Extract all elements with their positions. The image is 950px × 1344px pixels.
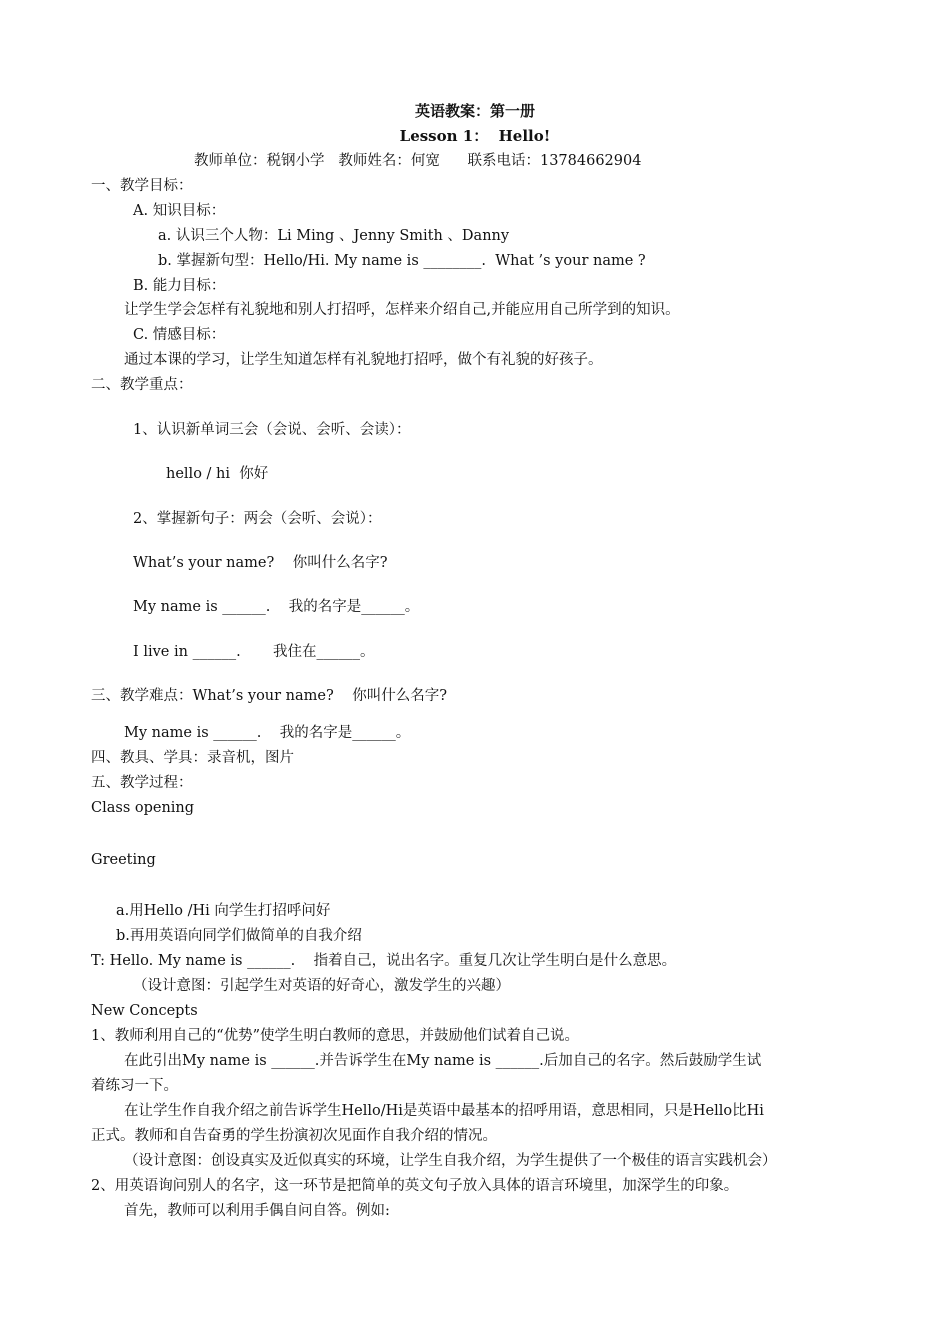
new-concept-1-para-1-line-1: 在此引出My name is ______.并告诉学生在My name is ______.后加自己的名字。然后鼓励学生试: [124, 1053, 762, 1069]
greeting-step-a: a.用Hello /Hi 向学生打招呼问好: [116, 903, 331, 919]
new-concept-1-para-1-line-2: 着练习一下。: [91, 1078, 178, 1094]
lesson-title: Lesson 1： Hello!: [399, 127, 551, 145]
key-point-2: 2、掌握新句子：两会（会听、会说）：: [133, 511, 382, 527]
key-word-hello: hello / hi 你好: [166, 466, 269, 482]
section-heading-key-points: 二、教学重点：: [91, 377, 193, 393]
ability-objective-label: B. 能力目标：: [133, 278, 226, 294]
teacher-info: 教师单位：税钢小学 教师姓名：何宽 联系电话：13784662904: [194, 153, 642, 169]
new-concept-2-para: 首先，教师可以利用手偶自问自答。例如:: [124, 1203, 390, 1219]
section-heading-tools: 四、教具、学具：录音机，图片: [91, 750, 294, 766]
emotion-objective-label: C. 情感目标：: [133, 327, 226, 343]
greeting-step-b: b.再用英语向同学们做简单的自我介绍: [116, 928, 362, 944]
key-point-1: 1、认识新单词三会（会说、会听、会读）：: [133, 422, 411, 438]
knowledge-objective-item-b: b. 掌握新句型：Hello/Hi. My name is ________. What ’s your name ?: [158, 253, 646, 269]
new-concept-1-para-2-line-1: 在让学生作自我介绍之前告诉学生Hello/Hi是英语中最基本的招呼用语，意思相同，只是Hello比Hi: [124, 1103, 764, 1119]
knowledge-objective-label: A. 知识目标：: [133, 203, 226, 219]
key-sentence-1: What’s your name? 你叫什么名字?: [133, 555, 388, 571]
section-heading-difficulty: 三、教学难点：What’s your name? 你叫什么名字?: [91, 688, 447, 704]
section-heading-objectives: 一、教学目标：: [91, 178, 193, 194]
greeting-label: Greeting: [91, 852, 156, 868]
teacher-dialogue-line: T: Hello. My name is ______. 指着自己，说出名字。重复几次让学生明白是什么意思。: [91, 953, 677, 969]
key-sentence-3: I live in ______. 我住在______。: [133, 644, 375, 660]
ability-objective-text: 让学生学会怎样有礼貌地和别人打招呼，怎样来介绍自己,并能应用自己所学到的知识。: [124, 302, 680, 318]
section-heading-process: 五、教学过程：: [91, 775, 193, 791]
knowledge-objective-item-a: a. 认识三个人物：Li Ming 、Jenny Smith 、Danny: [158, 228, 510, 244]
emotion-objective-text: 通过本课的学习，让学生知道怎样有礼貌地打招呼，做个有礼貌的好孩子。: [124, 352, 603, 368]
key-sentence-2: My name is ______. 我的名字是______。: [133, 599, 420, 615]
difficulty-sentence: My name is ______. 我的名字是______。: [124, 725, 411, 741]
new-concept-step-1: 1、教师利用自己的“优势”使学生明白教师的意思，并鼓励他们试着自己说。: [91, 1028, 580, 1044]
new-concept-step-2: 2、用英语询问别人的名字，这一环节是把简单的英文句子放入具体的语言环境里，加深学生的印象。: [91, 1178, 739, 1194]
new-concept-1-para-2-line-2: 正式。教师和自告奋勇的学生扮演初次见面作自我介绍的情况。: [91, 1128, 497, 1144]
document-title: 英语教案：第一册: [414, 102, 535, 120]
class-opening-label: Class opening: [91, 800, 195, 816]
new-concepts-label: New Concepts: [91, 1003, 198, 1019]
design-intent-2: （设计意图：创设真实及近似真实的环境，让学生自我介绍，为学生提供了一个极佳的语言实践机会）: [124, 1153, 777, 1169]
design-intent-1: （设计意图：引起学生对英语的好奇心，激发学生的兴趣）: [133, 978, 510, 994]
